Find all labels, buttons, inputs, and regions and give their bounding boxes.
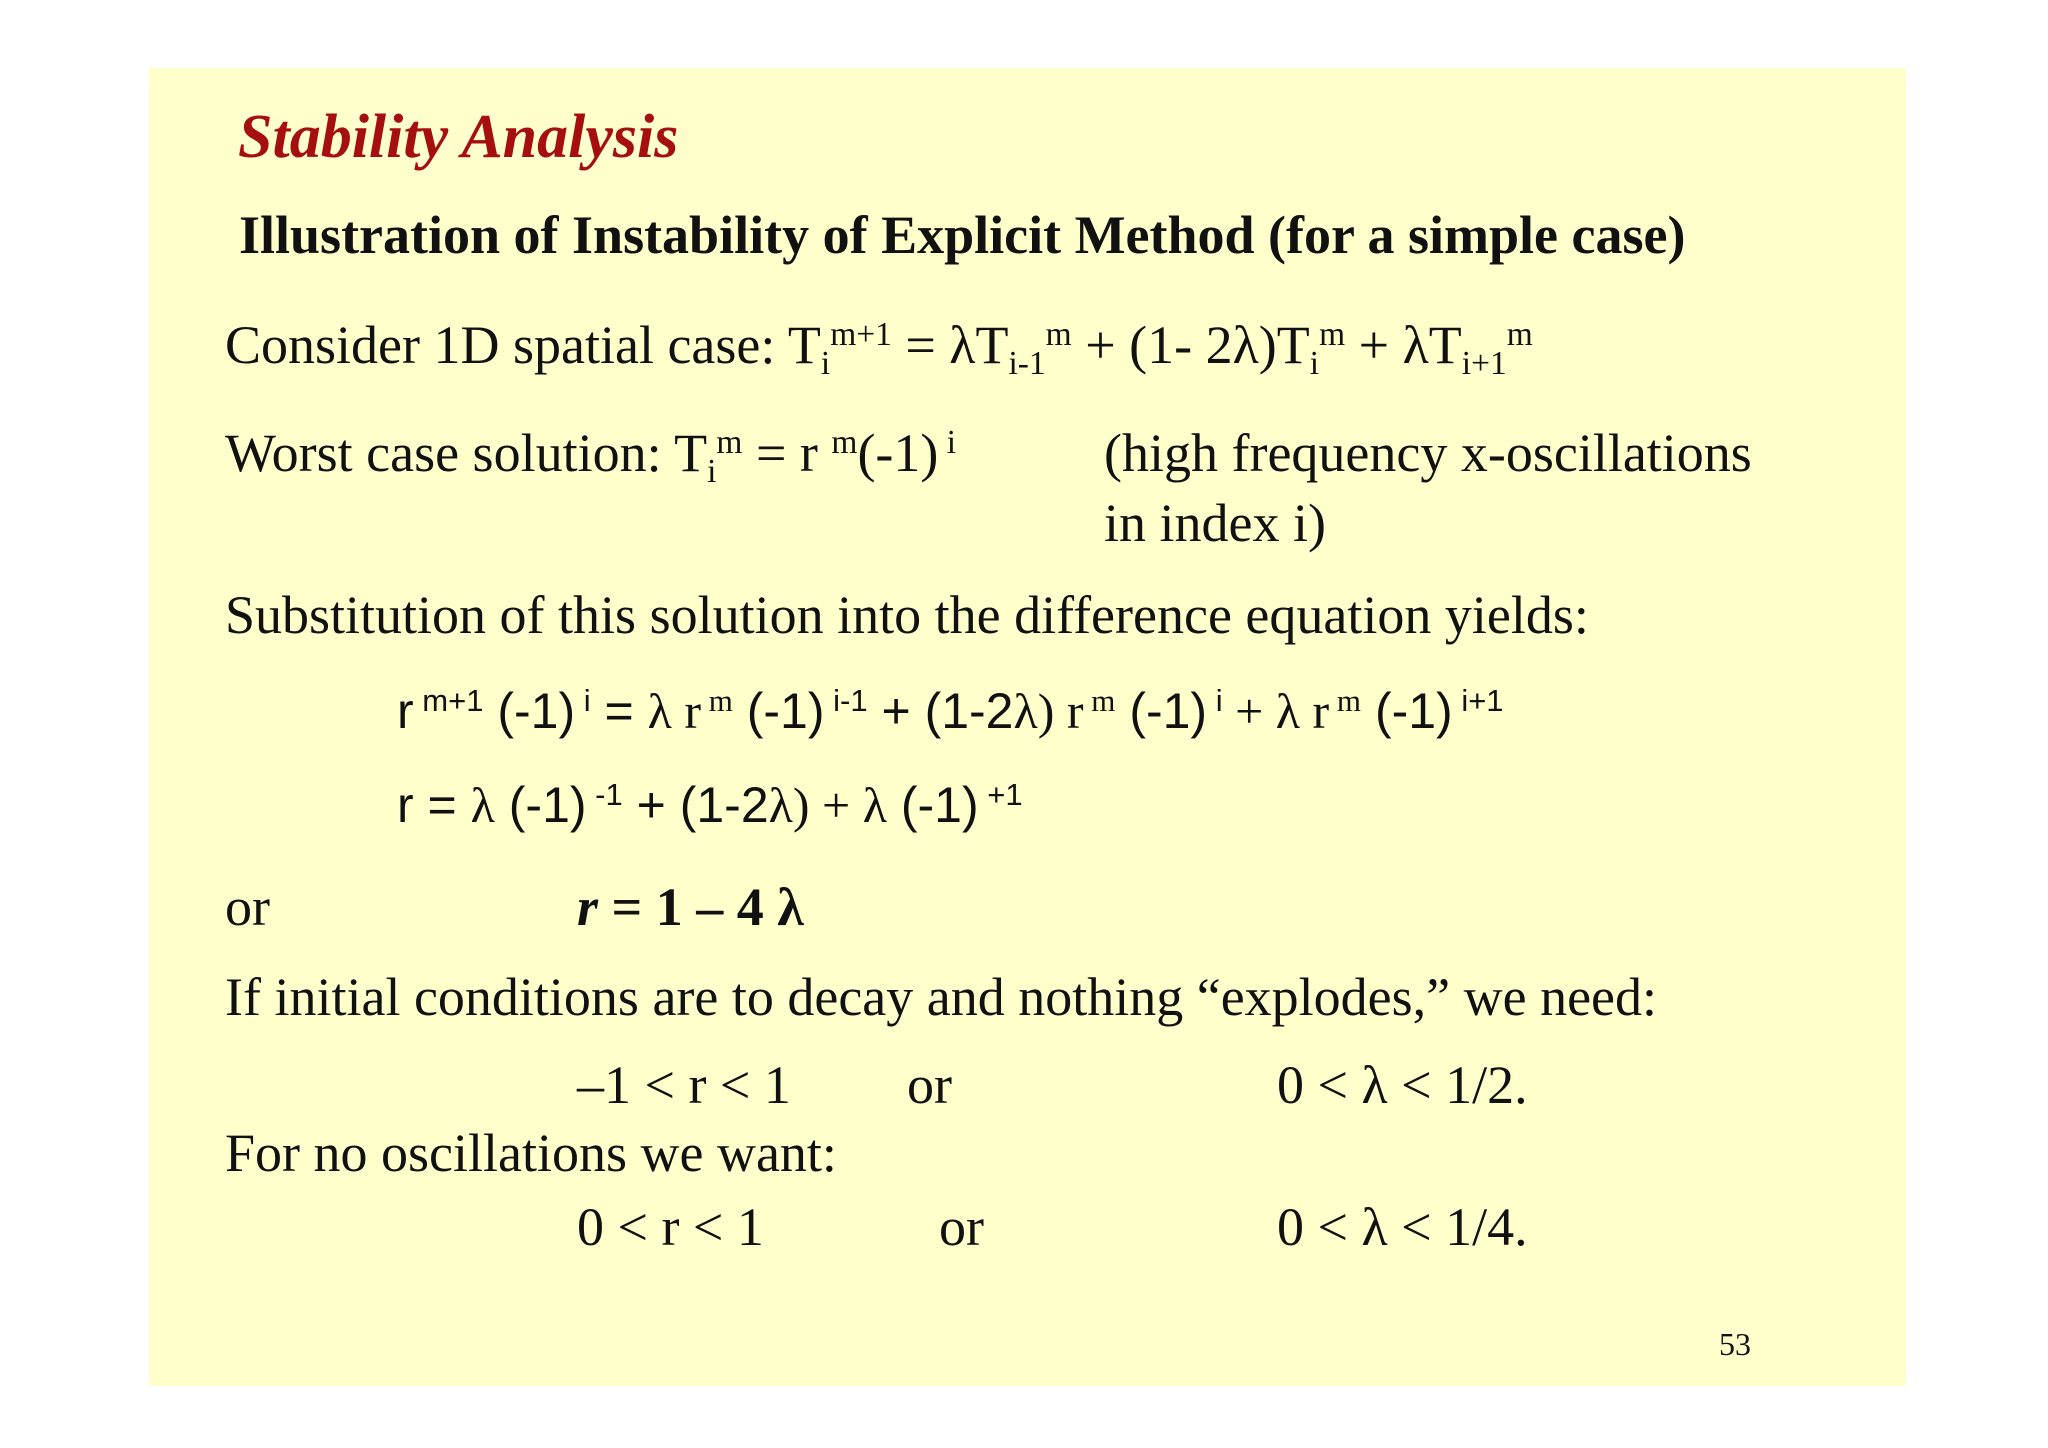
equation-part: + (1- 2λ)T bbox=[1071, 315, 1310, 375]
or-label: or bbox=[225, 877, 270, 937]
superscript: m bbox=[1083, 682, 1116, 718]
superscript: m bbox=[716, 423, 743, 461]
superscript: m+1 bbox=[830, 315, 892, 353]
superscript: i bbox=[575, 682, 591, 718]
equation-part: (-1) bbox=[494, 777, 587, 833]
worst-case-equation bbox=[225, 423, 957, 490]
slide-subtitle: Illustration of Instability of Explicit Method (for a simple case) bbox=[239, 205, 1686, 265]
stability-range-r: –1 < r < 1 bbox=[577, 1055, 791, 1115]
equation-part: = 1 – 4 λ bbox=[598, 877, 804, 937]
subscript: i-1 bbox=[1008, 344, 1046, 382]
slide-title: Stability Analysis bbox=[238, 103, 679, 171]
simplified-equation bbox=[397, 776, 1023, 833]
equation-part: = λT bbox=[891, 315, 1009, 375]
equation-part: (-1) bbox=[1115, 683, 1208, 739]
worst-lead: Worst case solution: T bbox=[225, 423, 708, 483]
equation-part: r bbox=[397, 683, 414, 739]
superscript: m bbox=[1319, 315, 1346, 353]
no-oscillation-text: For no oscillations we want: bbox=[225, 1123, 837, 1183]
superscript: i bbox=[1207, 682, 1223, 718]
superscript: m+1 bbox=[413, 682, 484, 718]
superscript: m bbox=[700, 682, 733, 718]
superscript: +1 bbox=[978, 776, 1023, 812]
page-number: 53 bbox=[1719, 1326, 1751, 1362]
superscript: i bbox=[938, 423, 957, 461]
subscript: i+1 bbox=[1461, 344, 1507, 382]
superscript: m bbox=[1506, 315, 1533, 353]
equation-part: + λ r bbox=[1222, 683, 1330, 739]
equation-part: λ) + λ bbox=[768, 777, 887, 833]
superscript: i+1 bbox=[1452, 682, 1504, 718]
equation-part: λ) r bbox=[1013, 683, 1084, 739]
subscript: i bbox=[820, 344, 831, 382]
subscript: i bbox=[1309, 344, 1320, 382]
consider-lead: Consider 1D spatial case: T bbox=[225, 315, 821, 375]
superscript: m bbox=[1045, 315, 1072, 353]
decay-condition-text: If initial conditions are to decay and nothing “explodes,” we need: bbox=[225, 967, 1658, 1027]
equation-part: + (1-2 bbox=[622, 777, 769, 833]
result-equation bbox=[577, 877, 804, 937]
substituted-equation bbox=[397, 682, 1504, 739]
equation-part: (-1) bbox=[732, 683, 825, 739]
equation-part: r = bbox=[397, 777, 471, 833]
superscript: m bbox=[831, 423, 858, 461]
equation-part: + λT bbox=[1345, 315, 1462, 375]
substitution-text: Substitution of this solution into the difference equation yields: bbox=[225, 585, 1589, 645]
equation-part: r bbox=[577, 877, 599, 937]
worst-case-note-line1: (high frequency x-oscillations bbox=[1104, 423, 1752, 483]
equation-part: λ r bbox=[647, 683, 701, 739]
equation-part: = r bbox=[742, 423, 832, 483]
equation-part: (-1) bbox=[857, 423, 939, 483]
superscript: m bbox=[1329, 682, 1362, 718]
equation-part: (-1) bbox=[886, 777, 979, 833]
no-oscillation-range-lambda: 0 < λ < 1/4. bbox=[1277, 1197, 1528, 1257]
subscript: i bbox=[707, 452, 717, 490]
slide bbox=[149, 68, 1906, 1386]
superscript: i-1 bbox=[824, 682, 868, 718]
equation-part: = bbox=[590, 683, 648, 739]
worst-case-note-line2: in index i) bbox=[1104, 493, 1326, 553]
superscript: -1 bbox=[586, 776, 623, 812]
equation-part: λ bbox=[470, 777, 495, 833]
stability-range-lambda: 0 < λ < 1/2. bbox=[1277, 1055, 1528, 1115]
stability-or: or bbox=[907, 1055, 952, 1115]
equation-part: + (1-2 bbox=[867, 683, 1014, 739]
equation-part: (-1) bbox=[1361, 683, 1453, 739]
consider-equation bbox=[225, 315, 1533, 382]
equation-part: (-1) bbox=[483, 683, 576, 739]
no-oscillation-or: or bbox=[939, 1197, 984, 1257]
no-oscillation-range-r: 0 < r < 1 bbox=[577, 1197, 764, 1257]
